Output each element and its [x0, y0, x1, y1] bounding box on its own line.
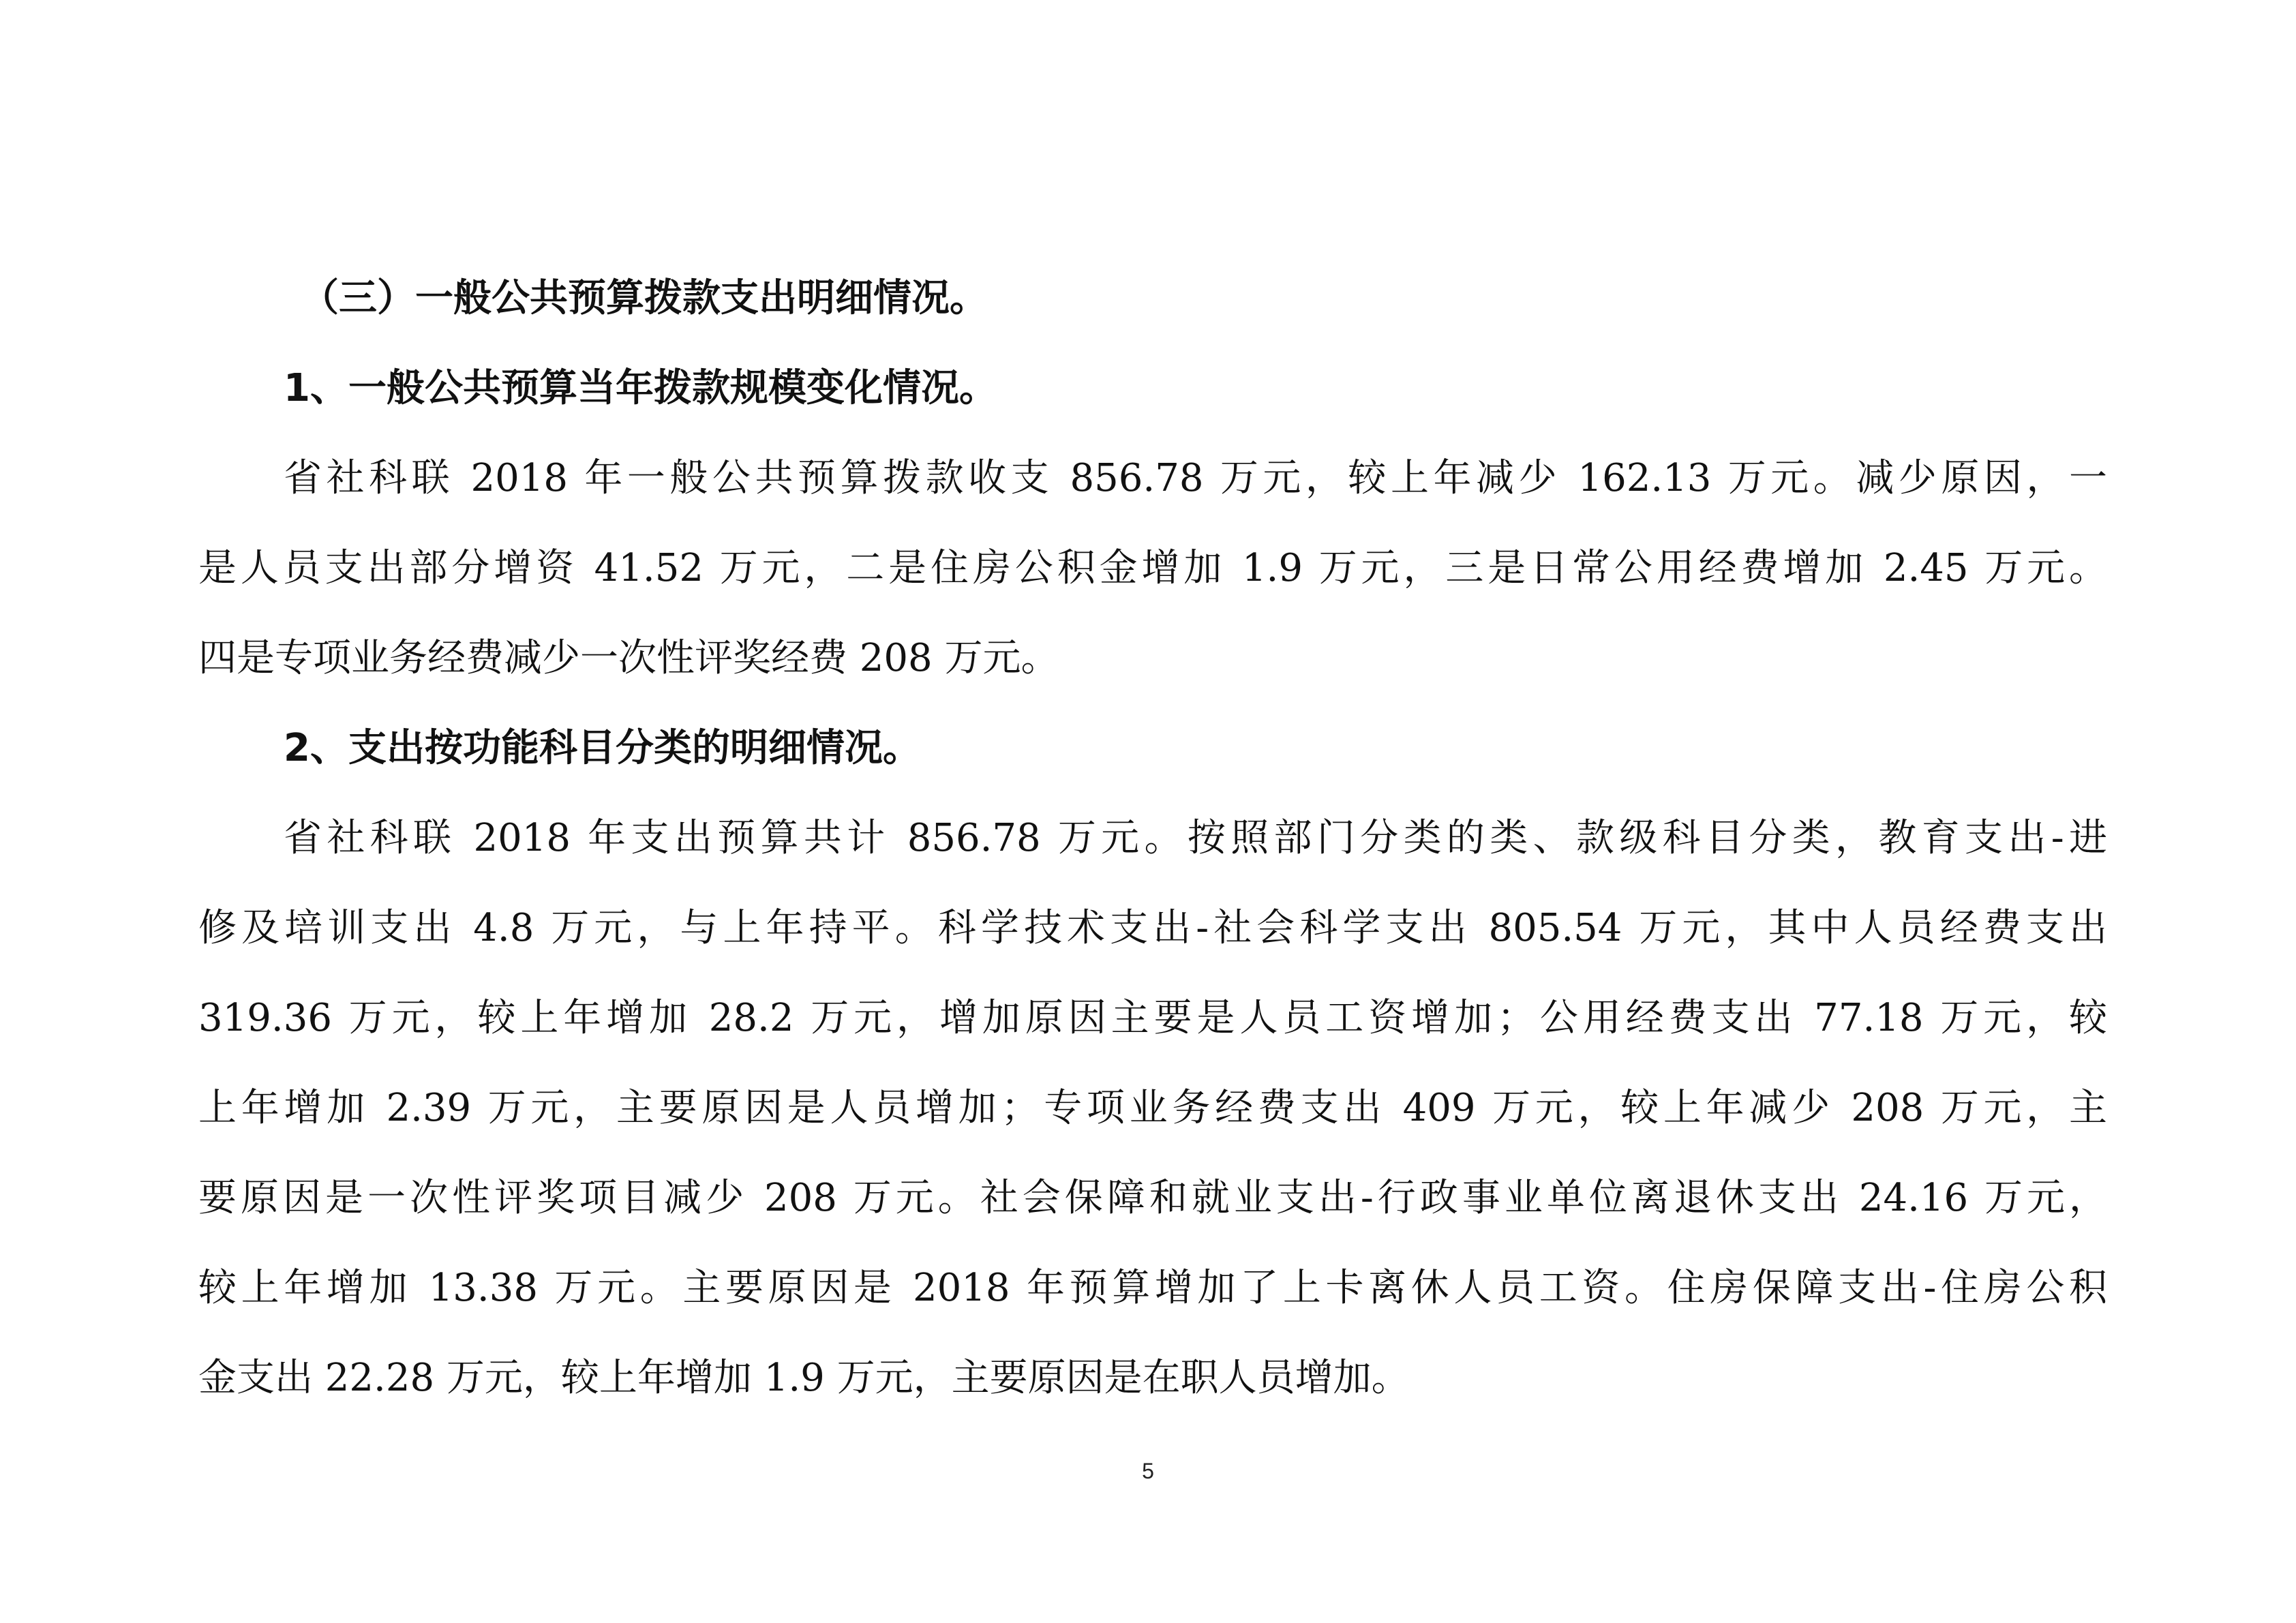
document-body: [198, 254, 2107, 1423]
page-number: 5: [1142, 1459, 1154, 1483]
paragraph-1: [198, 434, 2107, 703]
paragraph-line: 319.36 万元，较上年增加 28.2 万元，增加原因主要是人员工资增加；公用经费支出 77.18 万元，较: [198, 996, 2108, 1040]
paragraph-line: 上年增加 2.39 万元，主要原因是人员增加；专项业务经费支出 409 万元，较上年减少 208 万元，主: [198, 1086, 2107, 1130]
paragraph-line: 金支出 22.28 万元，较上年增加 1.9 万元，主要原因是在职人员增加。: [198, 1356, 1410, 1400]
paragraph-line: 四是专项业务经费减少一次性评奖经费 208 万元。: [198, 636, 1059, 680]
subsection-heading-1: 1、一般公共预算当年拨款规模变化情况。: [284, 366, 997, 410]
paragraph-line: 省社科联 2018 年支出预算共计 856.78 万元。按照部门分类的类、款级科目分类，教育支出-进: [284, 816, 2107, 860]
subsection-heading-2: 2、支出按功能科目分类的明细情况。: [284, 726, 921, 770]
paragraph-line: 较上年增加 13.38 万元。主要原因是 2018 年预算增加了上卡离休人员工资。住房保障支出-住房公积: [198, 1266, 2107, 1310]
paragraph-line: 省社科联 2018 年一般公共预算拨款收支 856.78 万元，较上年减少 162.13 万元。减少原因，一: [284, 456, 2107, 500]
paragraph-line: 是人员支出部分增资 41.52 万元，二是住房公积金增加 1.9 万元，三是日常公用经费增加 2.45 万元。: [198, 546, 2107, 590]
paragraph-line: 要原因是一次性评奖项目减少 208 万元。社会保障和就业支出-行政事业单位离退休支出 24.16 万元，: [198, 1176, 2107, 1220]
paragraph-line: 修及培训支出 4.8 万元，与上年持平。科学技术支出-社会科学支出 805.54 万元，其中人员经费支出: [198, 906, 2107, 950]
paragraph-2: [198, 793, 2107, 1423]
section-heading: （三）一般公共预算拨款支出明细情况。: [301, 276, 988, 320]
